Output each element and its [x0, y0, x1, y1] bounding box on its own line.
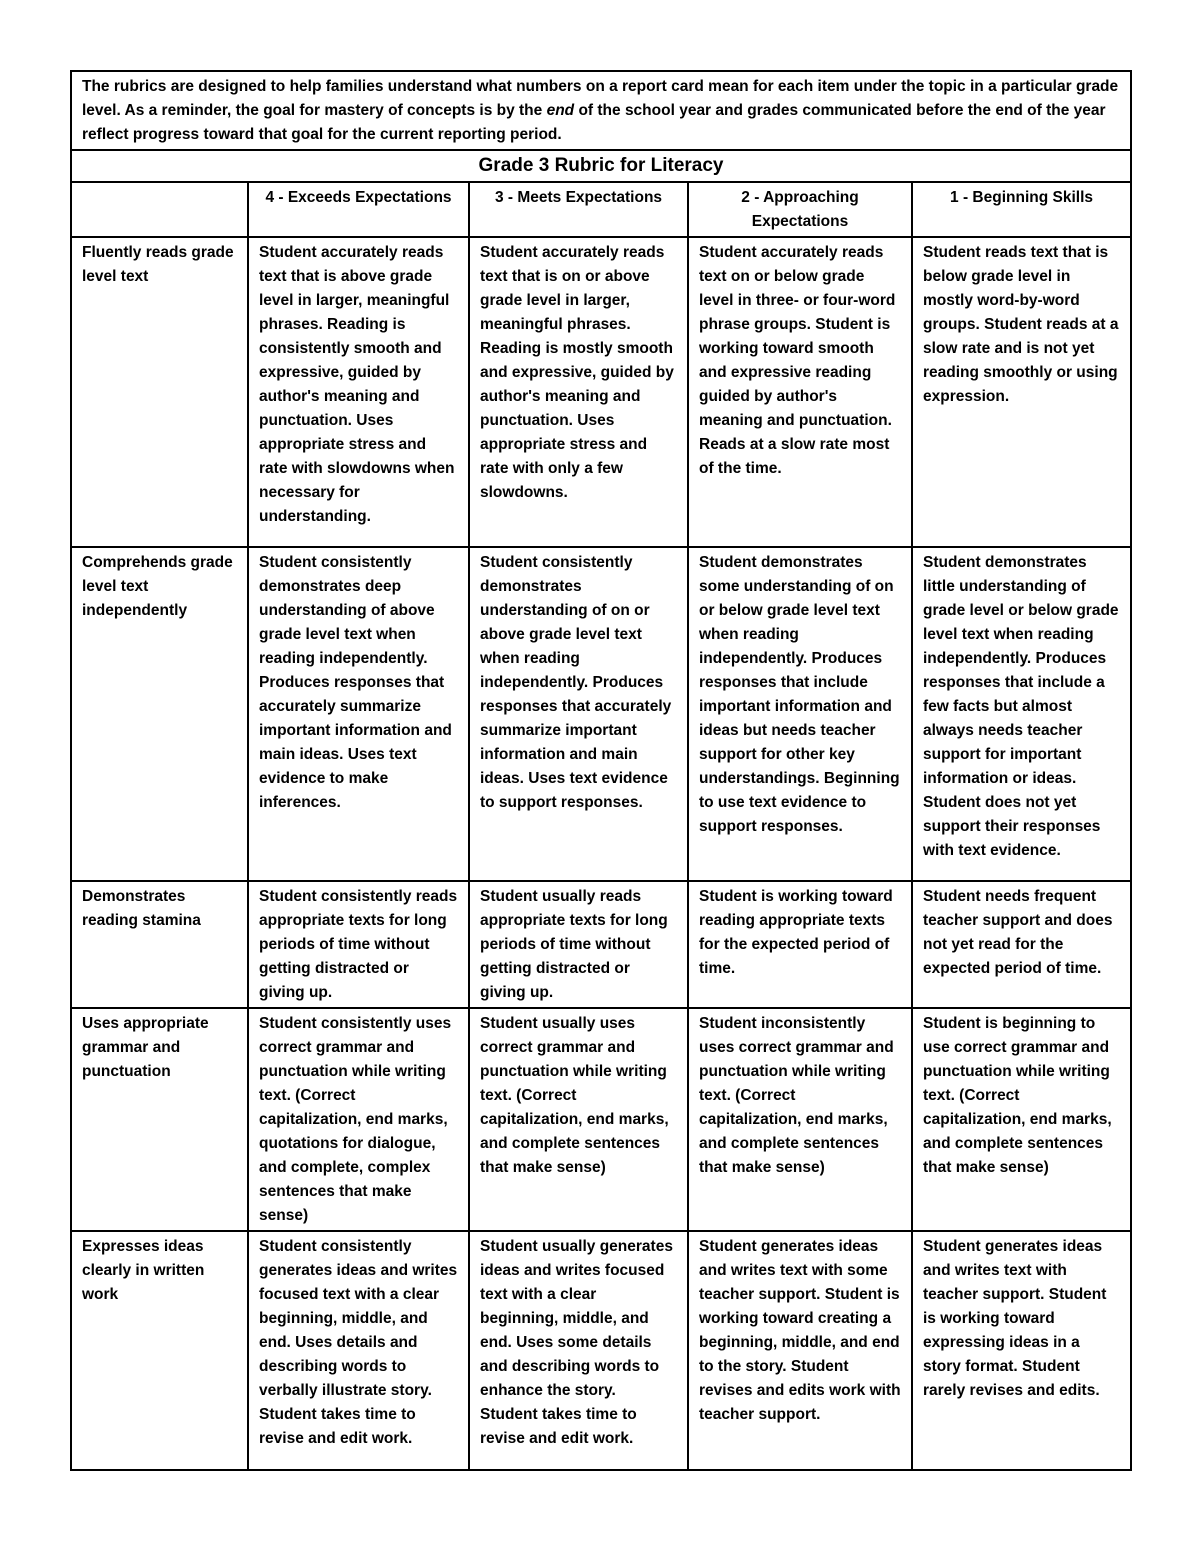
level-1-descriptor: Student demonstrates little understanding of grade level or below grade level text when reading independently. Produces responses that include a few facts but almost always needs teacher support for important information or ideas. Student does not yet support their responses with text evidence.	[912, 547, 1131, 881]
level-2-descriptor: Student inconsistently uses correct grammar and punctuation while writing text. (Correct capitalization, end marks, and complete sentences that make sense)	[688, 1008, 912, 1231]
skill-label: Uses appropriate grammar and punctuation	[71, 1008, 248, 1231]
level-2-descriptor: Student accurately reads text on or below grade level in three- or four-word phrase groups. Student is working toward smooth and expressive reading guided by author's meaning and punctuation. Reads at a slow rate most of the time.	[688, 237, 912, 547]
level-2-descriptor: Student generates ideas and writes text with some teacher support. Student is working toward creating a beginning, middle, and end to the story. Student revises and edits work with teacher support.	[688, 1231, 912, 1470]
level-4-descriptor: Student consistently demonstrates deep understanding of above grade level text when reading independently. Produces responses that accurately summarize important information and main ideas. Uses text evidence to make inferences.	[248, 547, 469, 881]
level-3-descriptor: Student consistently demonstrates understanding of on or above grade level text when reading independently. Produces responses that accurately summarize important information and main ideas. Uses text evidence to support responses.	[469, 547, 688, 881]
level-3-descriptor: Student usually generates ideas and writes focused text with a clear beginning, middle, and end. Uses some details and describing words to enhance the story. Student takes time to revise and edit work.	[469, 1231, 688, 1470]
intro-text-part1: The rubrics are designed to help families understand what numbers on a report card mean for each item under the topic in a particular grade level. As a reminder, the goal for mastery of concepts is by the	[82, 78, 1119, 119]
header-level-4: 4 - Exceeds Expectations	[248, 182, 469, 237]
header-level-1: 1 - Beginning Skills	[912, 182, 1131, 237]
intro-text-part2: of the school year and grades communicated before the end of the year reflect progress toward that goal for the current reporting period.	[82, 102, 1106, 143]
header-level-3: 3 - Meets Expectations	[469, 182, 688, 237]
rubric-document	[70, 70, 1130, 1471]
level-2-descriptor: Student is working toward reading appropriate texts for the expected period of time.	[688, 881, 912, 1008]
level-3-descriptor: Student usually uses correct grammar and punctuation while writing text. (Correct capitalization, end marks, and complete sentences that make sense)	[469, 1008, 688, 1231]
level-4-descriptor: Student consistently reads appropriate texts for long periods of time without getting distracted or giving up.	[248, 881, 469, 1008]
level-4-descriptor: Student consistently uses correct grammar and punctuation while writing text. (Correct capitalization, end marks, quotations for dialogue, and complete, complex sentences that make sense)	[248, 1008, 469, 1231]
header-level-2: 2 - Approaching Expectations	[688, 182, 912, 237]
table-row	[71, 237, 1131, 547]
level-1-descriptor: Student reads text that is below grade level in mostly word-by-word groups. Student reads at a slow rate and is not yet reading smoothly or using expression.	[912, 237, 1131, 547]
level-2-descriptor: Student demonstrates some understanding of on or below grade level text when reading independently. Produces responses that include important information and ideas but needs teacher support for other key understandings. Beginning to use text evidence to support responses.	[688, 547, 912, 881]
level-3-descriptor: Student usually reads appropriate texts for long periods of time without getting distracted or giving up.	[469, 881, 688, 1008]
rubric-table	[70, 70, 1132, 1471]
skill-label: Demonstrates reading stamina	[71, 881, 248, 1008]
intro-paragraph	[71, 71, 1131, 150]
skill-label: Expresses ideas clearly in written work	[71, 1231, 248, 1470]
header-row	[71, 182, 1131, 237]
level-4-descriptor: Student consistently generates ideas and writes focused text with a clear beginning, middle, and end. Uses details and describing words to verbally illustrate story. Student takes time to revise and edit work.	[248, 1231, 469, 1470]
skill-label: Fluently reads grade level text	[71, 237, 248, 547]
level-4-descriptor: Student accurately reads text that is above grade level in larger, meaningful phrases. Reading is consistently smooth and expressive, guided by author's meaning and punctuation. Uses appropriate stress and rate with slowdowns when necessary for understanding.	[248, 237, 469, 547]
level-1-descriptor: Student generates ideas and writes text with teacher support. Student is working toward expressing ideas in a story format. Student rarely revises and edits.	[912, 1231, 1131, 1470]
level-1-descriptor: Student is beginning to use correct grammar and punctuation while writing text. (Correct capitalization, end marks, and complete sentences that make sense)	[912, 1008, 1131, 1231]
level-3-descriptor: Student accurately reads text that is on or above grade level in larger, meaningful phrases. Reading is mostly smooth and expressive, guided by author's meaning and punctuation. Uses appropriate stress and rate with only a few slowdowns.	[469, 237, 688, 547]
level-1-descriptor: Student needs frequent teacher support and does not yet read for the expected period of time.	[912, 881, 1131, 1008]
skill-label: Comprehends grade level text independently	[71, 547, 248, 881]
table-row	[71, 881, 1131, 1008]
header-skill-column	[71, 182, 248, 237]
rubric-title: Grade 3 Rubric for Literacy	[71, 150, 1131, 182]
intro-text-emphasis: end	[546, 102, 575, 119]
table-row	[71, 547, 1131, 881]
table-row	[71, 1008, 1131, 1231]
table-row	[71, 1231, 1131, 1470]
